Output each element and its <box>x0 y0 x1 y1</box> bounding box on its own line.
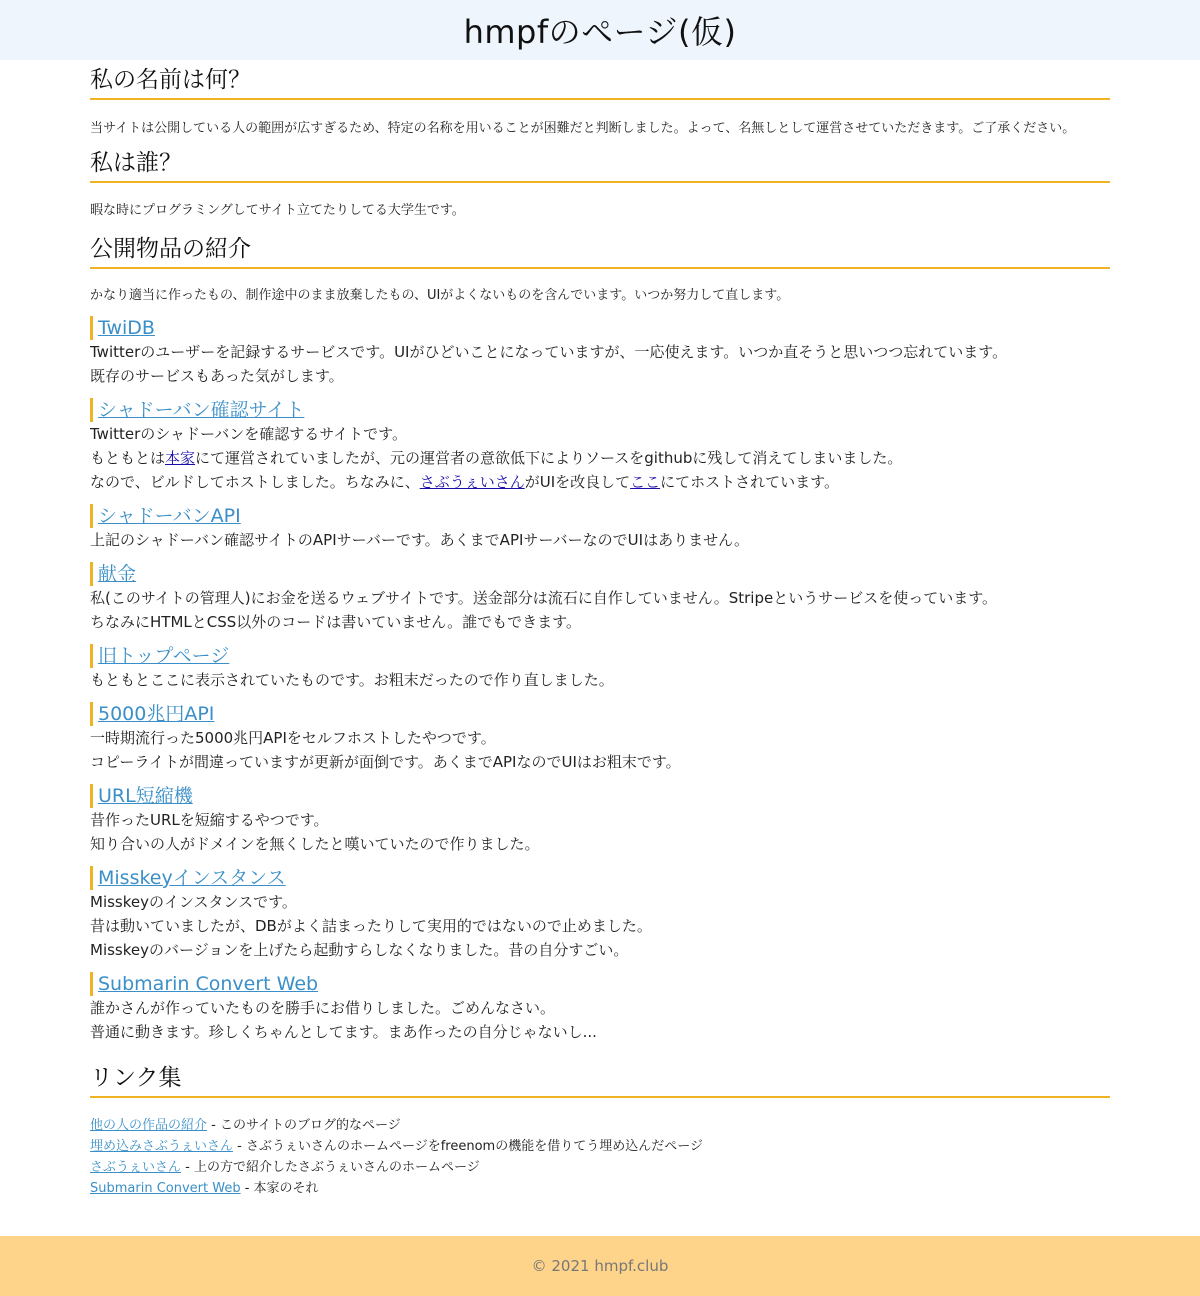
original-site-link[interactable]: 本家 <box>165 449 196 467</box>
projects-intro: かなり適当に作ったもの、制作途中のまま放棄したもの、UIがよくないものを含んでいます。いつか努力して直します。 <box>90 288 790 303</box>
section-heading: 私は誰？ <box>90 147 1110 183</box>
project-5000-trillion-api <box>90 702 1110 774</box>
link-subway-san[interactable]: さぶうぇいさん <box>90 1160 182 1175</box>
project-description-line <box>90 446 1110 470</box>
link-others-works[interactable]: 他の人の作品の紹介 <box>90 1118 208 1133</box>
link-list-item <box>90 1157 1110 1178</box>
project-link-twidb[interactable]: TwiDB <box>98 317 155 339</box>
project-link-donation[interactable]: 献金 <box>98 563 137 585</box>
project-description-line: 誰かさんが作っていたものを勝手にお借りしました。ごめんなさい。 <box>90 999 556 1017</box>
project-link-submarin-convert-web[interactable]: Submarin Convert Web <box>98 973 319 995</box>
project-link-5000-trillion-api[interactable]: 5000兆円API <box>98 703 215 725</box>
link-list-item <box>90 1115 1110 1136</box>
project-description-line: 昔は動いていましたが、DBがよく詰まったりして実用的ではないので止めました。 <box>90 917 652 935</box>
project-description-line <box>90 470 1110 494</box>
section-links <box>90 1062 1110 1199</box>
main-content <box>90 64 1110 1199</box>
about-name-text: 当サイトは公開している人の範囲が広すぎるため、特定の名称を用いることが困難だと判断しました。よって、名無しとして運営させていただきます。ご了承ください。 <box>90 121 1076 136</box>
here-link[interactable]: ここ <box>630 473 661 491</box>
project-title <box>90 398 1110 422</box>
link-description: - 本家のそれ <box>240 1181 319 1196</box>
project-link-shadowban-site[interactable]: シャドーバン確認サイト <box>98 399 305 421</box>
section-about-who <box>90 147 1110 221</box>
section-heading: リンク集 <box>90 1062 1110 1098</box>
project-description-line: 昔作ったURLを短縮するやつです。 <box>90 811 329 829</box>
subway-san-link[interactable]: さぶうぇいさん <box>419 473 525 491</box>
project-twidb <box>90 316 1110 388</box>
project-shadowban-api <box>90 504 1110 552</box>
section-heading: 私の名前は何？ <box>90 64 1110 100</box>
project-description-line: 私(このサイトの管理人)にお金を送るウェブサイトです。送金部分は流石に自作していません。Stripeというサービスを使っています。 <box>90 589 997 607</box>
project-description-line: ちなみにHTMLとCSS以外のコードは書いていません。誰でもできます。 <box>90 613 581 631</box>
link-description: - このサイトのブログ的なページ <box>207 1118 401 1133</box>
project-description-line: Misskeyのバージョンを上げたら起動すらしなくなりました。昔の自分すごい。 <box>90 941 629 959</box>
text-fragment: なので、ビルドしてホストしました。ちなみに、 <box>90 473 420 491</box>
text-fragment: にてホストされています。 <box>660 473 839 491</box>
text-fragment: もともとは <box>90 449 166 467</box>
project-submarin-convert-web <box>90 972 1110 1044</box>
project-donation <box>90 562 1110 634</box>
project-link-shadowban-api[interactable]: シャドーバンAPI <box>98 505 241 527</box>
project-description-line: コピーライトが間違っていますが更新が面倒です。あくまでAPIなのでUIはお粗末です。 <box>90 753 681 771</box>
about-who-text: 暇な時にプログラミングしてサイト立てたりしてる大学生です。 <box>90 203 465 218</box>
project-title <box>90 866 1110 890</box>
site-header <box>0 0 1200 60</box>
project-description-line: 知り合いの人がドメインを無くしたと嘆いていたので作りました。 <box>90 835 540 853</box>
project-description-line: Twitterのシャドーバンを確認するサイトです。 <box>90 425 407 443</box>
project-link-url-shortener[interactable]: URL短縮機 <box>98 785 193 807</box>
link-list <box>90 1115 1110 1199</box>
project-link-old-top-page[interactable]: 旧トップページ <box>98 645 230 667</box>
project-title <box>90 972 1110 996</box>
site-title: hmpfのページ(仮) <box>463 13 737 51</box>
project-title <box>90 562 1110 586</box>
project-description-line: 上記のシャドーバン確認サイトのAPIサーバーです。あくまでAPIサーバーなのでUIはありません。 <box>90 531 749 549</box>
link-embedded-subway[interactable]: 埋め込みさぶうぇいさん <box>90 1139 234 1154</box>
link-list-item <box>90 1136 1110 1157</box>
project-description-line: Misskeyのインスタンスです。 <box>90 893 297 911</box>
project-title <box>90 316 1110 340</box>
project-description-line: 一時期流行った5000兆円APIをセルフホストしたやつです。 <box>90 729 496 747</box>
project-title <box>90 702 1110 726</box>
project-misskey <box>90 866 1110 962</box>
project-title <box>90 644 1110 668</box>
section-about-name <box>90 64 1110 139</box>
link-description: - さぶうぇいさんのホームページをfreenomの機能を借りてう埋め込んだページ <box>233 1139 703 1154</box>
copyright-text: © 2021 hmpf.club <box>531 1257 669 1275</box>
link-submarin-convert-web[interactable]: Submarin Convert Web <box>90 1181 241 1196</box>
site-footer <box>0 1236 1200 1296</box>
project-description-line: 普通に動きます。珍しくちゃんとしてます。まあ作ったの自分じゃないし... <box>90 1023 597 1041</box>
project-old-top-page <box>90 644 1110 692</box>
link-description: - 上の方で紹介したさぶうぇいさんのホームページ <box>181 1160 480 1175</box>
text-fragment: にて運営されていましたが、元の運営者の意欲低下によりソースをgithubに残して消えてしまいました。 <box>195 449 903 467</box>
link-list-item <box>90 1178 1110 1199</box>
project-title <box>90 504 1110 528</box>
project-description-line: 既存のサービスもあった気がします。 <box>90 367 344 385</box>
project-description-line: Twitterのユーザーを記録するサービスです。UIがひどいことになっていますが、一応使えます。いつか直そうと思いつつ忘れています。 <box>90 343 1008 361</box>
project-link-misskey[interactable]: Misskeyインスタンス <box>98 867 286 889</box>
section-heading: 公開物品の紹介 <box>90 233 1110 269</box>
section-projects <box>90 233 1110 1044</box>
project-url-shortener <box>90 784 1110 856</box>
project-description-line: もともとここに表示されていたものです。お粗末だったので作り直しました。 <box>90 671 614 689</box>
project-title <box>90 784 1110 808</box>
text-fragment: がUIを改良して <box>524 473 631 491</box>
project-shadowban-site <box>90 398 1110 494</box>
